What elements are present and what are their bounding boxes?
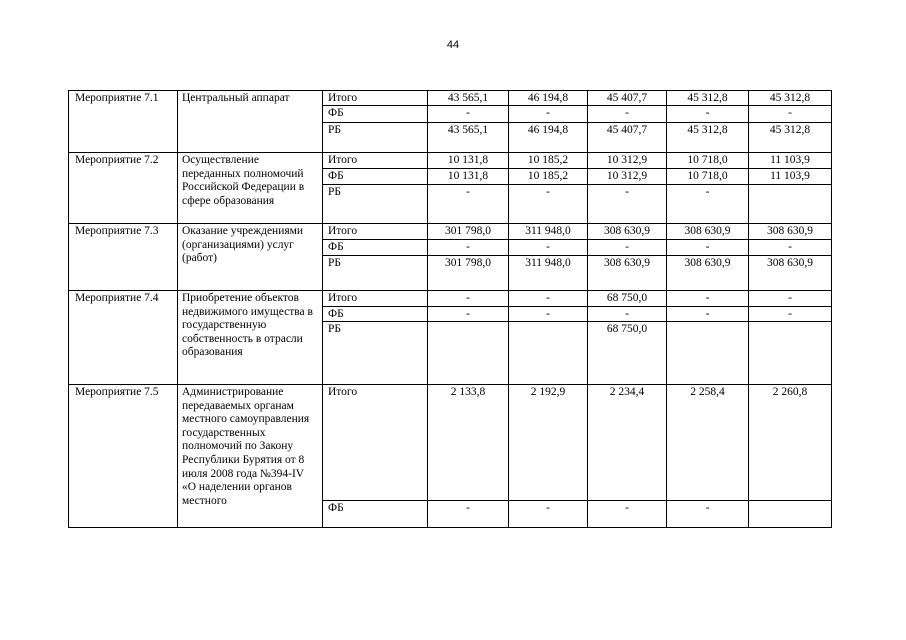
value-cell bbox=[749, 185, 832, 224]
value-cell: 46 194,8 bbox=[509, 123, 588, 153]
value-cell: 301 798,0 bbox=[428, 224, 509, 240]
value-cell: 10 718,0 bbox=[667, 169, 749, 185]
table-row bbox=[69, 91, 832, 106]
measure-description: Администрирование передаваемых органам местного самоуправления государственных полномочий по Закону Республики Бурятия от 8 июля 2008 года №394-IV «О наделении органов местного bbox=[178, 385, 323, 528]
value-cell: - bbox=[428, 501, 509, 528]
value-cell: 311 948,0 bbox=[509, 256, 588, 291]
measure-description: Приобретение объектов недвижимого имущества в государственную собственность в отрасли образования bbox=[178, 291, 323, 385]
value-cell: - bbox=[428, 291, 509, 307]
value-cell: - bbox=[588, 185, 667, 224]
value-cell: 11 103,9 bbox=[749, 153, 832, 169]
source-label: РБ bbox=[323, 322, 428, 385]
value-cell: - bbox=[749, 106, 832, 123]
source-label: Итого bbox=[323, 224, 428, 240]
value-cell: - bbox=[667, 307, 749, 322]
value-cell: 10 718,0 bbox=[667, 153, 749, 169]
value-cell: - bbox=[509, 106, 588, 123]
source-label: РБ bbox=[323, 185, 428, 224]
value-cell: - bbox=[509, 185, 588, 224]
value-cell: 311 948,0 bbox=[509, 224, 588, 240]
measure-name: Мероприятие 7.5 bbox=[69, 385, 178, 528]
value-cell: 2 192,9 bbox=[509, 385, 588, 501]
source-label: Итого bbox=[323, 91, 428, 106]
measure-name: Мероприятие 7.2 bbox=[69, 153, 178, 224]
source-label: ФБ bbox=[323, 501, 428, 528]
measure-description: Осуществление переданных полномочий Российской Федерации в сфере образования bbox=[178, 153, 323, 224]
source-label: ФБ bbox=[323, 240, 428, 256]
value-cell: - bbox=[667, 240, 749, 256]
page-number: 44 bbox=[446, 39, 460, 51]
value-cell: - bbox=[588, 307, 667, 322]
source-label: ФБ bbox=[323, 169, 428, 185]
value-cell: 45 312,8 bbox=[667, 123, 749, 153]
source-label: ФБ bbox=[323, 307, 428, 322]
value-cell: - bbox=[588, 501, 667, 528]
value-cell: - bbox=[509, 501, 588, 528]
value-cell: 45 407,7 bbox=[588, 91, 667, 106]
value-cell: - bbox=[428, 106, 509, 123]
value-cell bbox=[667, 322, 749, 385]
value-cell: - bbox=[749, 291, 832, 307]
value-cell: 68 750,0 bbox=[588, 291, 667, 307]
value-cell: - bbox=[667, 185, 749, 224]
value-cell: - bbox=[588, 106, 667, 123]
value-cell: 43 565,1 bbox=[428, 123, 509, 153]
value-cell: 308 630,9 bbox=[667, 256, 749, 291]
value-cell: - bbox=[667, 291, 749, 307]
value-cell: 308 630,9 bbox=[667, 224, 749, 240]
value-cell: - bbox=[588, 240, 667, 256]
value-cell: - bbox=[749, 240, 832, 256]
source-label: РБ bbox=[323, 256, 428, 291]
measure-name: Мероприятие 7.4 bbox=[69, 291, 178, 385]
value-cell: - bbox=[428, 307, 509, 322]
measure-description: Оказание учреждениями (организациями) услуг (работ) bbox=[178, 224, 323, 291]
value-cell: - bbox=[428, 240, 509, 256]
value-cell: - bbox=[749, 307, 832, 322]
source-label: ФБ bbox=[323, 106, 428, 123]
value-cell: 10 312,9 bbox=[588, 153, 667, 169]
value-cell: - bbox=[667, 501, 749, 528]
measure-description: Центральный аппарат bbox=[178, 91, 323, 153]
value-cell: 68 750,0 bbox=[588, 322, 667, 385]
value-cell: - bbox=[509, 291, 588, 307]
table-row bbox=[69, 385, 832, 501]
value-cell: 308 630,9 bbox=[588, 256, 667, 291]
value-cell: - bbox=[667, 106, 749, 123]
value-cell: 2 234,4 bbox=[588, 385, 667, 501]
source-label: Итого bbox=[323, 291, 428, 307]
value-cell: 2 258,4 bbox=[667, 385, 749, 501]
value-cell: 2 260,8 bbox=[749, 385, 832, 501]
value-cell: 10 185,2 bbox=[509, 153, 588, 169]
value-cell bbox=[749, 322, 832, 385]
value-cell bbox=[749, 501, 832, 528]
value-cell: - bbox=[428, 185, 509, 224]
source-label: Итого bbox=[323, 385, 428, 501]
budget-table bbox=[68, 90, 832, 528]
value-cell: 308 630,9 bbox=[749, 256, 832, 291]
value-cell bbox=[509, 322, 588, 385]
value-cell: 10 131,8 bbox=[428, 169, 509, 185]
table-row bbox=[69, 224, 832, 240]
value-cell: 10 131,8 bbox=[428, 153, 509, 169]
value-cell: 45 312,8 bbox=[667, 91, 749, 106]
measure-name: Мероприятие 7.1 bbox=[69, 91, 178, 153]
value-cell bbox=[428, 322, 509, 385]
table-row bbox=[69, 291, 832, 307]
value-cell: - bbox=[509, 307, 588, 322]
value-cell: 45 407,7 bbox=[588, 123, 667, 153]
source-label: РБ bbox=[323, 123, 428, 153]
value-cell: 301 798,0 bbox=[428, 256, 509, 291]
measure-name: Мероприятие 7.3 bbox=[69, 224, 178, 291]
value-cell: 10 312,9 bbox=[588, 169, 667, 185]
source-label: Итого bbox=[323, 153, 428, 169]
value-cell: 45 312,8 bbox=[749, 91, 832, 106]
value-cell: 11 103,9 bbox=[749, 169, 832, 185]
value-cell: 46 194,8 bbox=[509, 91, 588, 106]
value-cell: 2 133,8 bbox=[428, 385, 509, 501]
value-cell: 308 630,9 bbox=[588, 224, 667, 240]
value-cell: 45 312,8 bbox=[749, 123, 832, 153]
value-cell: - bbox=[509, 240, 588, 256]
value-cell: 10 185,2 bbox=[509, 169, 588, 185]
value-cell: 43 565,1 bbox=[428, 91, 509, 106]
value-cell: 308 630,9 bbox=[749, 224, 832, 240]
table-row bbox=[69, 153, 832, 169]
